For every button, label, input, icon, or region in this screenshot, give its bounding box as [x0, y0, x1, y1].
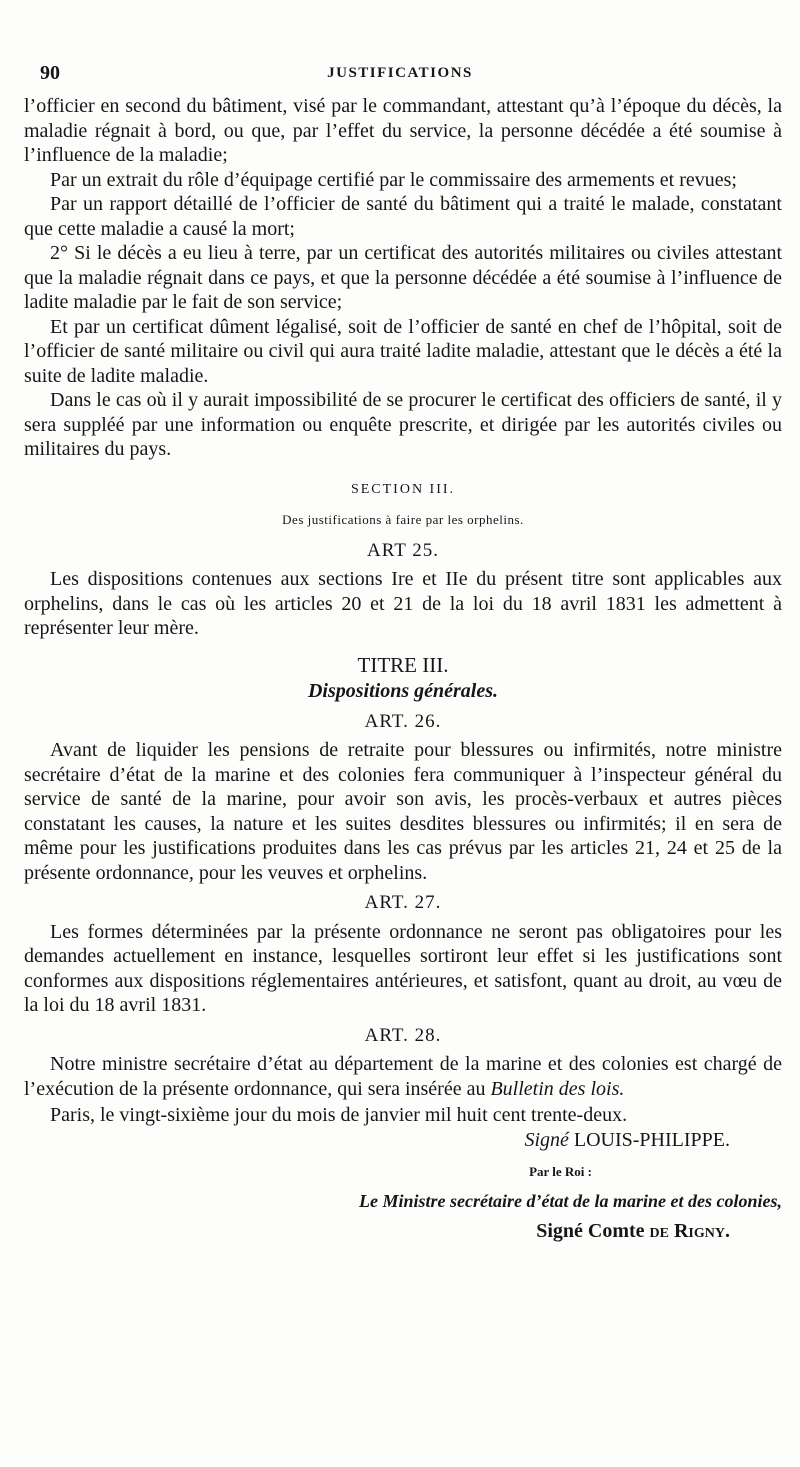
date-line: Paris, le vingt-sixième jour du mois de janvier mil huit cent trente-deux. — [50, 1104, 628, 1126]
article-28-heading: ART. 28. — [364, 1024, 442, 1046]
article-26-heading: ART. 26. — [364, 710, 442, 732]
paragraph: Par un extrait du rôle d’équipage certifié par le commissaire des armements et revues; — [50, 168, 737, 191]
article-25-text: Les dispositions contenues aux sections Ire et IIe du présent titre sont applicables aux orphelins, dans le cas où les articles 20 et 21 de la loi du 18 avril 1831 les admettent à représenter leur mère. — [24, 568, 782, 639]
article-28-main: Notre ministre secrétaire d’état au département de la marine et des colonies est chargé de l’exécution de la présente ordonnance, qui sera insérée au — [24, 1053, 782, 1100]
article-27-heading: ART. 27. — [364, 892, 442, 913]
section-heading: SECTION III. — [350, 481, 456, 497]
page-number: 90 — [40, 62, 60, 84]
paragraph: Et par un certificat dûment légalisé, soit de l’officier de santé en chef de l’hôpital, soit de l’officier de santé militaire ou civil qui aura traité ladite maladie, attestant que le décès a été la suite de ladite maladie. — [24, 315, 782, 387]
titre-subtitle: Dispositions générales. — [307, 680, 499, 702]
king-signature — [24, 1128, 782, 1153]
minister-signe: Signé Comte — [536, 1220, 645, 1242]
running-title: JUSTIFICATIONS — [327, 65, 473, 81]
article-25-heading: ART 25. — [366, 539, 439, 561]
titre-heading: TITRE III. — [357, 652, 449, 677]
article-28-text — [24, 1052, 782, 1101]
signature-block — [24, 1103, 782, 1244]
minister-signature — [24, 1219, 782, 1244]
minister-title: Le Ministre secrétaire d’état de la marine et des colonies, — [359, 1190, 782, 1211]
article-27-text: Les formes déterminées par la présente ordonnance ne seront pas obligatoires pour les demandes actuellement en instance, lesquelles sortiront leur effet si les justifications sont conformes aux dispositions réglementaires antérieures, et satisfont, quant au droit, au vœu de la loi du 18 avril 1831. — [24, 920, 782, 1016]
bulletin-des-lois: Bulletin des lois. — [490, 1077, 625, 1100]
paragraph: Par un rapport détaillé de l’officier de santé du bâtiment qui a traité le malade, constatant que cette maladie a causé la mort; — [24, 193, 782, 240]
signe-label: Signé — [524, 1128, 569, 1151]
par-le-roi: Par le Roi : — [529, 1164, 592, 1179]
king-name: LOUIS-PHILIPPE. — [573, 1128, 730, 1151]
paragraph: 2° Si le décès a eu lieu à terre, par un certificat des autorités militaires ou civiles attestant que la maladie régnait dans ce pays, et que la personne décédée a été soumise à l’influence de ladite maladie par le fait de son service; — [24, 242, 782, 313]
paragraph-continuation: l’officier en second du bâtiment, visé par le commandant, attestant qu’à l’époque du décès, la maladie régnait à bord, ou que, par l’effet du service, la personne décédée a été soumise à l’influence de la maladie; — [24, 95, 782, 166]
page-header — [40, 58, 760, 88]
body-text — [24, 94, 782, 1244]
article-26-text: Avant de liquider les pensions de retraite pour blessures ou infirmités, notre ministre secrétaire d’état de la marine et des colonies fera communiquer à l’inspecteur général du service de santé de la marine, pour avoir son avis, les procès-verbaux et autres pièces constatant les causes, la nature et les suites desdites blessures ou infirmités; il en sera de même pour les justifications produites dans les cas prévus par les articles 21, 24 et 25 de la présente ordonnance, pour les veuves et orphelins. — [24, 739, 782, 884]
paragraph: Dans le cas où il y aurait impossibilité de se procurer le certificat des officiers de santé, il y sera suppléé par une information ou enquête prescrite, et dirigée par les autorités civiles ou militaires du pays. — [24, 389, 782, 460]
minister-name: Rigny. — [673, 1220, 730, 1242]
minister-de: de — [649, 1220, 669, 1242]
section-subtitle: Des justifications à faire par les orphelins. — [282, 512, 524, 527]
